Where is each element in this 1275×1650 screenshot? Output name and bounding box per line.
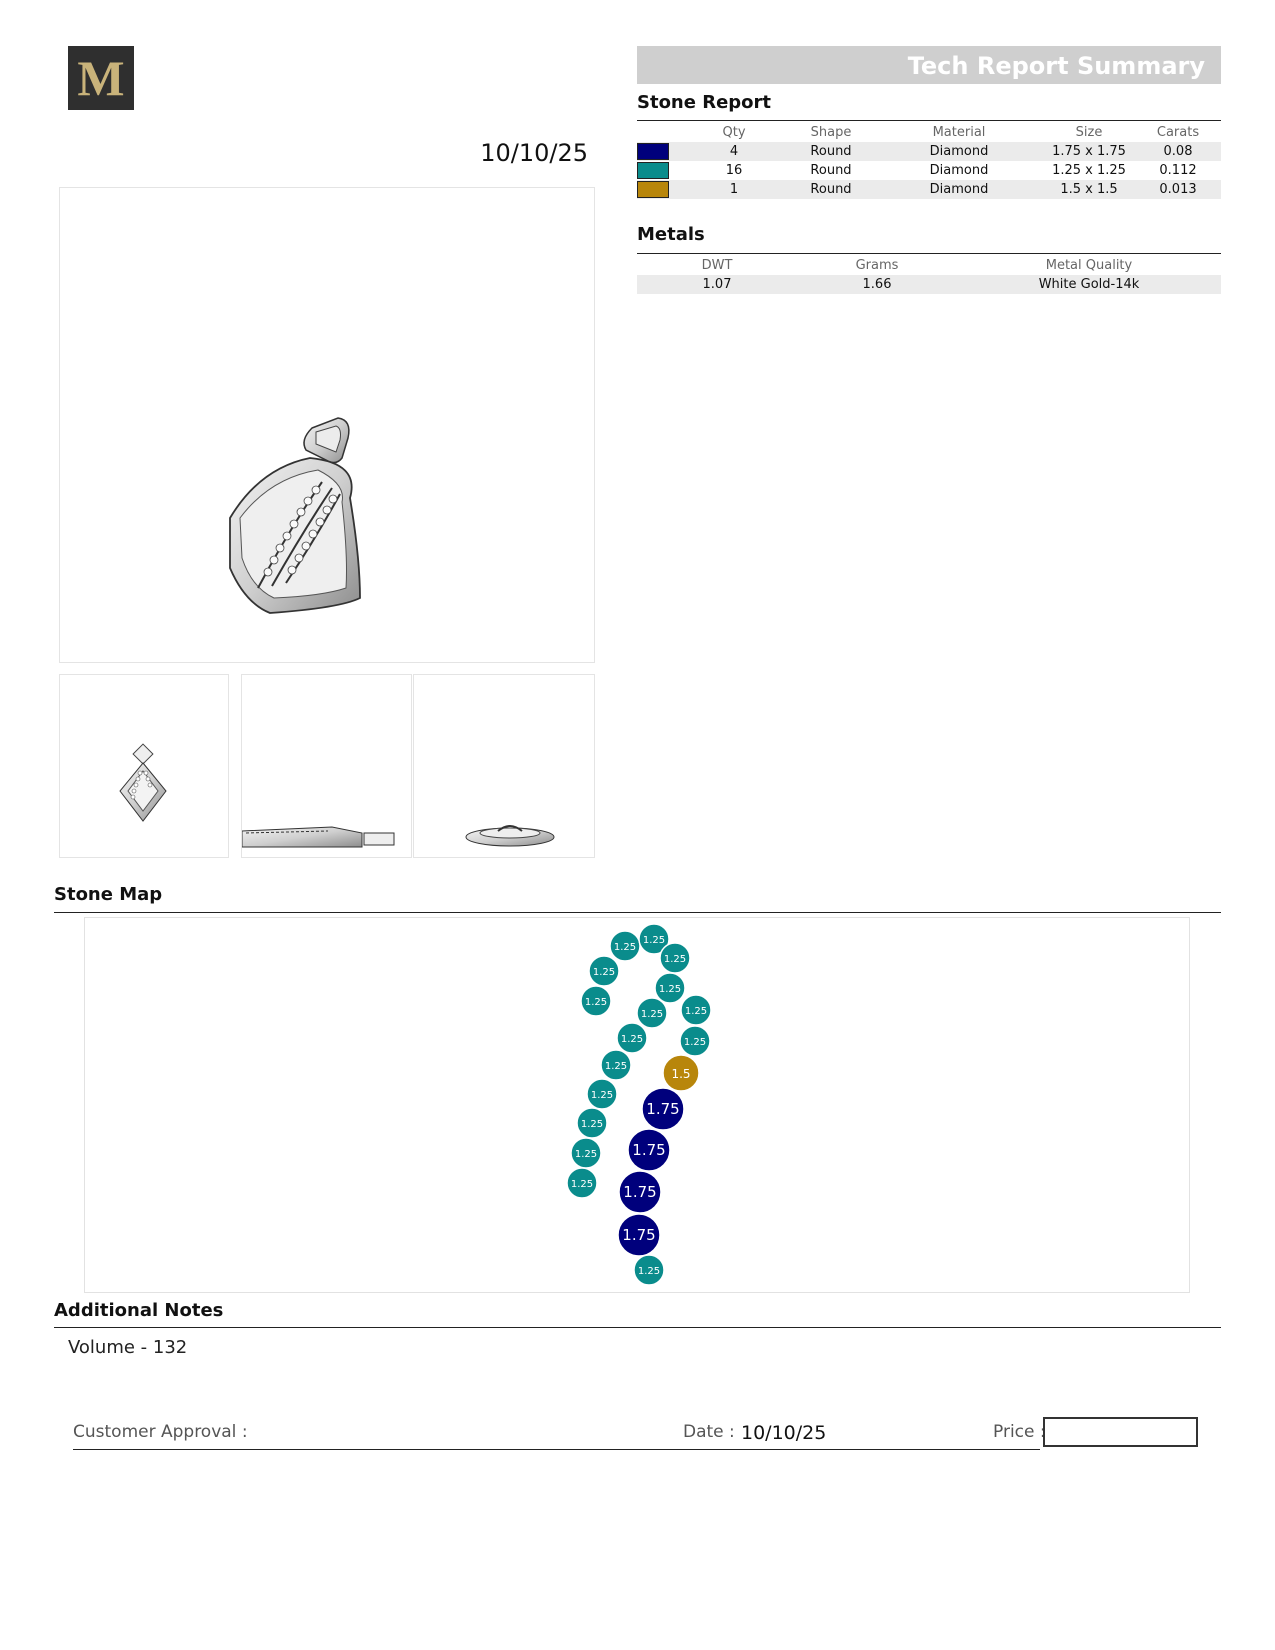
svg-text:1.25: 1.25 xyxy=(580,1119,604,1130)
stone-report-table xyxy=(637,122,1221,199)
column-header-size: Size xyxy=(1075,124,1103,140)
thumbnail-side-view xyxy=(241,674,412,858)
stone-shape: Round xyxy=(787,142,875,161)
metal-grams: 1.66 xyxy=(797,275,957,294)
metals-header-row xyxy=(637,255,1221,275)
svg-text:1.25: 1.25 xyxy=(584,997,608,1008)
column-header-material: Material xyxy=(932,124,986,140)
stone-color-swatch xyxy=(637,181,669,198)
price-label: Price : xyxy=(993,1422,1046,1442)
stone-qty: 16 xyxy=(725,163,743,178)
pendant-side-thumbnail xyxy=(242,675,411,857)
stone-size: 1.5 x 1.5 xyxy=(1043,180,1135,199)
stone-shape: Round xyxy=(810,163,852,178)
svg-text:1.75: 1.75 xyxy=(632,1141,666,1159)
stone-marker xyxy=(681,995,711,1025)
stone-material: Diamond xyxy=(875,180,1043,199)
stone-marker xyxy=(634,1255,664,1285)
stone-marker xyxy=(663,1055,699,1091)
svg-text:1.25: 1.25 xyxy=(640,1009,664,1020)
stone-marker xyxy=(619,1171,661,1213)
stone-report-header-row xyxy=(637,122,1221,142)
column-header-carats: Carats xyxy=(1156,124,1200,140)
report-date: 10/10/25 xyxy=(480,139,588,167)
stone-map-title: Stone Map xyxy=(54,884,163,905)
svg-text:1.25: 1.25 xyxy=(613,942,637,953)
stone-color-swatch xyxy=(637,143,669,160)
stone-marker xyxy=(581,986,611,1016)
pendant-render-image xyxy=(60,188,594,662)
stone-marker xyxy=(601,1050,631,1080)
stone-marker xyxy=(642,1088,684,1130)
notes-text: Volume - 132 xyxy=(68,1337,188,1358)
company-logo xyxy=(68,46,134,110)
svg-text:1.25: 1.25 xyxy=(620,1034,644,1045)
stone-size: 1.25 x 1.25 xyxy=(1052,163,1126,178)
logo-letter: M xyxy=(77,50,125,106)
notes-rule xyxy=(54,1327,1221,1328)
stone-marker xyxy=(589,956,619,986)
price-field[interactable] xyxy=(1043,1417,1198,1447)
svg-text:1.25: 1.25 xyxy=(574,1149,598,1160)
column-header-metal-quality: Metal Quality xyxy=(1045,257,1133,273)
stone-marker xyxy=(567,1168,597,1198)
stone-qty: 4 xyxy=(681,142,787,161)
metals-rule xyxy=(637,253,1221,254)
metal-quality: White Gold-14k xyxy=(957,275,1221,294)
main-render-panel xyxy=(59,187,595,663)
column-header-grams: Grams xyxy=(855,257,899,273)
customer-approval-label: Customer Approval : xyxy=(73,1422,248,1442)
stone-size: 1.75 x 1.75 xyxy=(1043,142,1135,161)
svg-text:1.25: 1.25 xyxy=(684,1006,708,1017)
metal-dwt: 1.07 xyxy=(637,275,797,294)
stone-row xyxy=(637,180,1221,199)
stone-map-diagram xyxy=(85,918,1189,1292)
stone-marker xyxy=(618,1214,660,1256)
color-column-header xyxy=(637,122,681,142)
pendant-top-thumbnail xyxy=(414,675,594,857)
stone-marker xyxy=(680,1026,710,1056)
stone-marker xyxy=(610,931,640,961)
stone-material: Diamond xyxy=(875,142,1043,161)
stone-row xyxy=(637,161,1221,180)
metal-row xyxy=(637,275,1221,294)
stone-marker xyxy=(571,1138,601,1168)
stone-carats: 0.013 xyxy=(1135,180,1221,199)
stone-row xyxy=(637,142,1221,161)
stone-marker xyxy=(655,973,685,1003)
svg-text:1.75: 1.75 xyxy=(623,1183,657,1201)
svg-text:1.25: 1.25 xyxy=(592,967,616,978)
stone-marker xyxy=(577,1108,607,1138)
thumbnail-top-view xyxy=(413,674,595,858)
svg-text:1.25: 1.25 xyxy=(637,1266,661,1277)
svg-text:1.75: 1.75 xyxy=(622,1226,656,1244)
stone-color-swatch xyxy=(637,162,669,179)
svg-text:1.25: 1.25 xyxy=(642,935,666,946)
stone-marker xyxy=(660,943,690,973)
stone-marker xyxy=(587,1079,617,1109)
date-label: Date : xyxy=(683,1422,735,1442)
stone-marker xyxy=(617,1023,647,1053)
svg-text:1.25: 1.25 xyxy=(658,984,682,995)
report-title: Tech Report Summary xyxy=(907,52,1205,80)
svg-text:1.25: 1.25 xyxy=(590,1090,614,1101)
column-header-qty: Qty xyxy=(722,124,746,140)
stone-qty: 1 xyxy=(681,180,787,199)
svg-text:1.25: 1.25 xyxy=(570,1179,594,1190)
report-header-bar xyxy=(637,46,1221,84)
svg-text:1.25: 1.25 xyxy=(604,1061,628,1072)
stone-map-rule xyxy=(54,912,1221,913)
approval-date-value: 10/10/25 xyxy=(741,1422,827,1444)
stone-carats: 0.112 xyxy=(1159,163,1197,178)
stone-material: Diamond xyxy=(929,163,989,178)
stone-report-title: Stone Report xyxy=(637,92,772,113)
svg-text:1.25: 1.25 xyxy=(663,954,687,965)
stone-map-panel xyxy=(84,917,1190,1293)
svg-text:1.5: 1.5 xyxy=(671,1067,691,1081)
svg-text:1.75: 1.75 xyxy=(646,1100,680,1118)
approval-signature-line xyxy=(73,1449,1040,1450)
thumbnail-front-view xyxy=(59,674,229,858)
stone-report-rule xyxy=(637,120,1221,121)
pendant-front-thumbnail xyxy=(60,675,228,857)
stone-marker xyxy=(637,998,667,1028)
notes-title: Additional Notes xyxy=(54,1300,224,1321)
stone-carats: 0.08 xyxy=(1135,142,1221,161)
stone-shape: Round xyxy=(787,180,875,199)
column-header-shape: Shape xyxy=(810,124,852,140)
metals-table xyxy=(637,255,1221,294)
column-header-dwt: DWT xyxy=(701,257,733,273)
stone-marker xyxy=(628,1129,670,1171)
metals-title: Metals xyxy=(637,224,705,245)
svg-text:1.25: 1.25 xyxy=(683,1037,707,1048)
